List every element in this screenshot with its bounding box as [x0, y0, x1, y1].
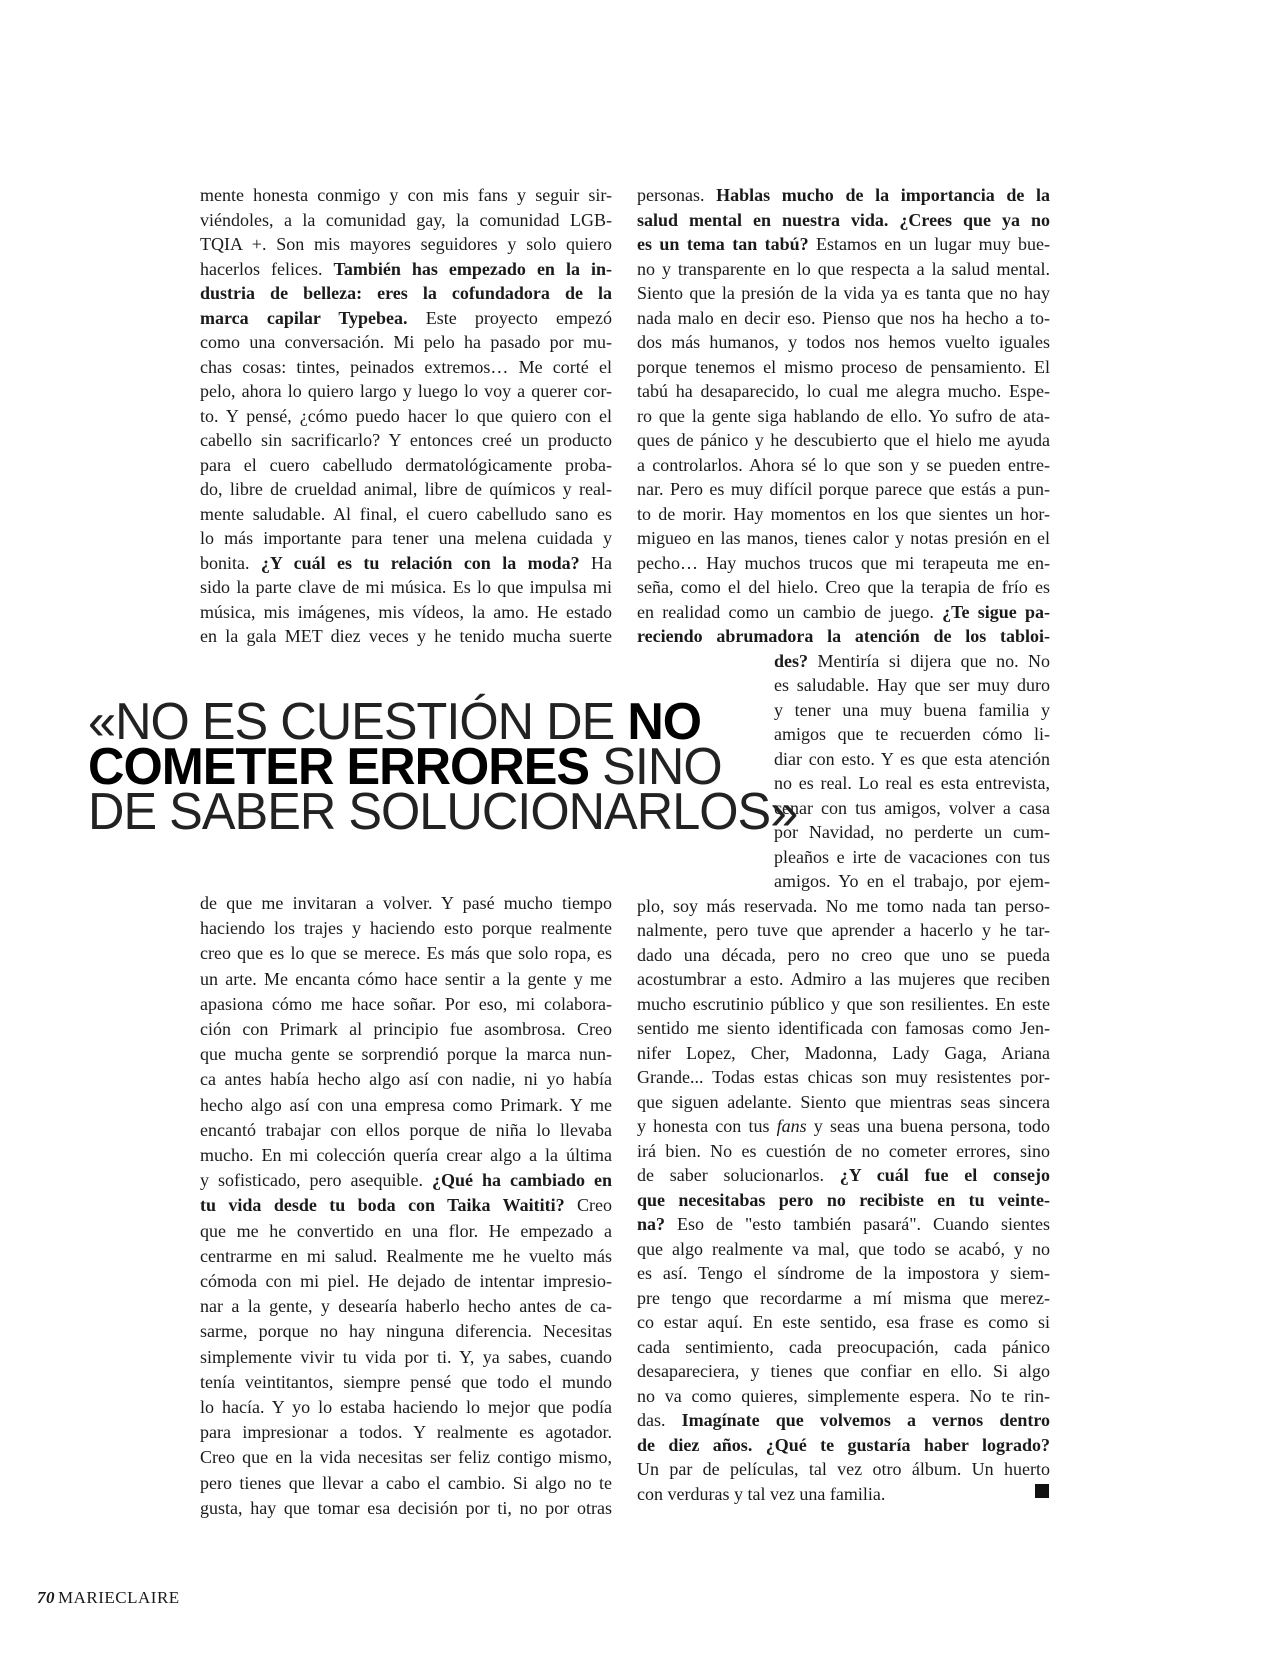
interview-question: de diez años. ¿Qué te gustaría haber logrado?	[637, 1434, 1050, 1455]
text-line	[200, 916, 612, 940]
text-line	[637, 600, 1050, 624]
text-segment: Estamos en un lugar muy bue-	[808, 234, 1050, 254]
interview-question: reciendo abrumadora la atención de los tabloi-	[637, 626, 1050, 646]
text-segment: amigos que te recuerden cómo li-	[774, 724, 1050, 744]
text-segment: y tener una muy buena familia y	[774, 699, 1050, 720]
text-line	[637, 1188, 1050, 1212]
text-segment: no y transparente en lo que respecta a la salud mental.	[637, 258, 1050, 279]
interview-question: salud mental en nuestra vida. ¿Crees que ya no	[637, 209, 1050, 230]
text-segment: pre tengo que recordarme a mí misma que merez-	[637, 1287, 1050, 1308]
text-line	[637, 1090, 1050, 1114]
text-line	[637, 355, 1050, 379]
text-line	[637, 330, 1050, 354]
text-line	[637, 1286, 1050, 1310]
text-segment: acostumbrar a esto. Admiro a las mujeres que reciben	[637, 969, 1050, 989]
text-segment: apasiona cómo me hace soñar. Por eso, mi colabora-	[200, 993, 612, 1014]
text-segment: ción con Primark al principio fue asombrosa. Creo	[200, 1019, 612, 1039]
text-line	[637, 1212, 1050, 1236]
text-line	[637, 1114, 1050, 1138]
text-line	[200, 624, 612, 648]
interview-question: ¿Qué ha cambiado en	[431, 1170, 612, 1191]
text-segment: nada malo en decir eso. Pienso que nos ha hecho a to-	[637, 307, 1050, 328]
text-segment: no va como quieres, simplemente espera. No te rin-	[637, 1385, 1050, 1406]
text-segment: por Navidad, no perderte un cum-	[774, 822, 1050, 842]
text-line	[200, 600, 612, 624]
text-line	[637, 1408, 1050, 1432]
text-line	[200, 967, 612, 991]
text-line	[637, 894, 1050, 918]
text-line	[774, 649, 1050, 673]
text-line	[637, 1433, 1050, 1457]
text-line	[637, 624, 1050, 648]
page-number: 70	[37, 1588, 55, 1607]
text-line	[637, 967, 1050, 991]
text-line	[200, 1118, 612, 1142]
pull-quote-emphasis: COMETER ERRORES	[88, 738, 590, 796]
text-segment: mucho. En mi colección quería crear algo a la última	[200, 1145, 612, 1165]
text-segment: en la gala MET diez veces y he tenido mucha suerte	[200, 626, 612, 646]
text-segment: Este proyecto empezó	[407, 307, 612, 328]
text-line	[637, 575, 1050, 599]
text-line	[637, 477, 1050, 501]
text-segment: nalmente, pero tuve que aprender a hacerlo y he tar-	[637, 920, 1050, 940]
text-segment: es así. Tengo el síndrome de la impostora y siem-	[637, 1263, 1050, 1283]
text-segment: a controlarlos. Ahora sé lo que son y se pueden entre-	[637, 454, 1050, 475]
text-segment: hacerlos felices.	[200, 258, 334, 279]
text-segment: que me he convertido en una flor. He empezado a	[200, 1220, 612, 1241]
text-line	[637, 1359, 1050, 1383]
interview-question: ¿Te sigue pa-	[942, 601, 1051, 622]
text-line	[200, 404, 612, 428]
text-line	[200, 992, 612, 1016]
text-segment: plo, soy más reservada. No me tomo nada tan perso-	[637, 895, 1050, 916]
interview-question: ¿Y cuál fue el consejo	[839, 1165, 1050, 1185]
text-line	[200, 1017, 612, 1041]
text-segment: cómoda con mi piel. He dejado de intentar impresio-	[200, 1271, 612, 1291]
text-line	[200, 1420, 612, 1444]
text-line	[637, 1163, 1050, 1187]
text-segment: lo hacía. Y yo lo estaba haciendo lo mejor que podía	[200, 1397, 612, 1417]
text-segment: pecho… Hay muchos trucos que mi terapeuta me en-	[637, 552, 1050, 573]
text-segment: desapareciera, y tienes que confiar en ello. Si algo	[637, 1361, 1050, 1381]
text-line	[200, 257, 612, 281]
text-segment: Un par de películas, tal vez otro álbum. Un huerto	[637, 1459, 1050, 1479]
text-segment: Creo que en la vida necesitas ser feliz contigo mismo,	[200, 1447, 612, 1468]
text-segment: y honesta con tus	[637, 1116, 777, 1136]
text-line	[200, 1269, 612, 1293]
interview-question: También has empezado en la in-	[333, 258, 612, 279]
text-line	[200, 1219, 612, 1243]
text-line	[200, 1042, 612, 1066]
text-segment: cabello sin sacrificarlo? Y entonces creé un producto	[200, 430, 612, 450]
text-segment: cenar con tus amigos, volver a casa	[774, 797, 1050, 818]
text-segment: tabú ha desaparecido, lo cual me alegra mucho. Espe-	[637, 381, 1050, 401]
text-segment: TQIA +. Son mis mayores seguidores y solo quiero	[200, 234, 612, 254]
text-segment: ca antes había hecho algo así con nadie, ni yo había	[200, 1069, 612, 1090]
text-line	[200, 1143, 612, 1167]
text-line	[200, 1294, 612, 1318]
text-segment: haciendo los trajes y haciendo esto porque realmente	[200, 918, 612, 939]
text-segment: ro que la gente siga hablando de ello. Yo sufro de ata-	[637, 405, 1050, 426]
text-line	[200, 502, 612, 526]
text-line	[637, 1310, 1050, 1334]
text-segment: chas cosas: tintes, peinados extremos… Me corté el	[200, 356, 612, 377]
text-segment: encantó trabajar con ellos porque de niña lo llevaba	[200, 1119, 612, 1140]
text-line	[200, 232, 612, 256]
text-line	[637, 428, 1050, 452]
text-line	[637, 1384, 1050, 1408]
text-segment: to. Y pensé, ¿cómo puedo hacer lo que quiero con el	[200, 405, 612, 426]
text-segment: en realidad como un cambio de juego.	[637, 601, 943, 622]
text-segment: nar. Pero es muy difícil porque parece que estás a pun-	[637, 479, 1050, 499]
pull-quote-text: DE SABER SOLUCIONARLOS»	[88, 783, 798, 841]
text-segment: do, libre de crueldad animal, libre de químicos y real-	[200, 479, 612, 499]
text-line	[774, 722, 1050, 746]
interview-question: Imagínate que volvemos a vernos dentro	[681, 1410, 1050, 1430]
text-segment: sarme, porque no hay ninguna diferencia. Necesitas	[200, 1321, 612, 1342]
text-segment: viéndoles, a la comunidad gay, la comunidad LGB-	[200, 209, 612, 230]
pull-quote-emphasis: NO	[627, 693, 702, 751]
text-segment: para el cuero cabelludo dermatológicamente proba-	[200, 454, 612, 475]
text-segment: no es real. Lo real es esta entrevista,	[774, 773, 1050, 793]
text-line	[200, 208, 612, 232]
text-line	[637, 306, 1050, 330]
text-line	[774, 747, 1050, 771]
text-segment: irá bien. No es cuestión de no cometer errores, sino	[637, 1140, 1050, 1161]
text-line	[637, 918, 1050, 942]
text-line	[200, 1370, 612, 1394]
text-line	[200, 453, 612, 477]
text-segment: de que me invitaran a volver. Y pasé mucho tiempo	[200, 893, 612, 913]
text-segment: mucho escrutinio público y que son resilientes. En este	[637, 993, 1050, 1014]
text-segment: co estar aquí. En este sentido, esa frase es como si	[637, 1312, 1050, 1332]
text-line	[637, 1335, 1050, 1359]
text-line	[637, 1139, 1050, 1163]
text-segment: ques de pánico y he descubierto que el hielo me ayuda	[637, 430, 1050, 450]
text-line	[200, 477, 612, 501]
magazine-name: MARIECLAIRE	[58, 1588, 180, 1607]
text-line	[637, 1457, 1050, 1481]
text-line	[200, 1193, 612, 1217]
text-line	[200, 1093, 612, 1117]
interview-question: marca capilar Typebea.	[200, 307, 408, 328]
text-segment: sido la parte clave de mi música. Es lo que impulsa mi	[200, 577, 612, 597]
text-line	[200, 1496, 612, 1520]
text-segment: diar con esto. Y es que esta atención	[774, 748, 1050, 769]
text-segment: Mentiría si dijera que no. No	[808, 650, 1050, 671]
interview-question: na?	[637, 1214, 666, 1234]
text-segment: dos más humanos, y todos nos hemos vuelto iguales	[637, 332, 1050, 352]
text-line	[637, 551, 1050, 575]
text-segment: es saludable. Hay que ser muy duro	[774, 675, 1050, 695]
text-line	[637, 404, 1050, 428]
text-segment: música, mis imágenes, mis vídeos, la amo. He estado	[200, 601, 612, 622]
text-segment: y seas una buena persona, todo	[806, 1116, 1050, 1136]
interview-question: des?	[774, 650, 809, 671]
text-line	[637, 502, 1050, 526]
text-line	[774, 845, 1050, 869]
text-line	[637, 992, 1050, 1016]
text-segment: Siento que la presión de la vida ya es tanta que no hay	[637, 283, 1050, 303]
text-segment: que siguen adelante. Siento que mientras seas sincera	[637, 1091, 1050, 1112]
text-segment: lo más importante para tener una melena cuidada y	[200, 528, 612, 548]
text-line	[200, 1067, 612, 1091]
interview-question: es un tema tan tabú?	[637, 234, 809, 254]
text-line	[774, 820, 1050, 844]
end-of-article-square-icon	[1035, 1484, 1049, 1498]
text-segment: nar a la gente, y desearía haberlo hecho antes de ca-	[200, 1296, 612, 1317]
text-segment: cada sentimiento, cada preocupación, cada pánico	[637, 1336, 1050, 1357]
text-segment: amigos. Yo en el trabajo, por ejem-	[774, 871, 1050, 891]
interview-question: ¿Y cuál es tu relación con la moda?	[260, 552, 580, 573]
text-segment: simplemente vivir tu vida por ti. Y, ya sabes, cuando	[200, 1346, 612, 1367]
text-segment: y sofisticado, pero asequible.	[200, 1170, 432, 1191]
text-line	[200, 379, 612, 403]
text-line	[200, 1395, 612, 1419]
text-line	[200, 330, 612, 354]
text-line	[200, 183, 612, 207]
text-line	[637, 183, 1050, 207]
text-line	[637, 257, 1050, 281]
pull-quote-line-3	[88, 783, 798, 841]
text-line	[774, 771, 1050, 795]
page-footer	[37, 1588, 180, 1608]
text-line	[637, 1261, 1050, 1285]
text-line	[200, 306, 612, 330]
text-segment: mente honesta conmigo y con mis fans y seguir sir-	[200, 185, 612, 205]
text-segment: personas.	[637, 185, 717, 205]
text-line	[774, 673, 1050, 697]
text-segment: seña, como el del hielo. Creo que la terapia de frío es	[637, 577, 1050, 597]
text-line	[200, 1319, 612, 1343]
text-line	[200, 281, 612, 305]
text-line	[200, 1445, 612, 1469]
text-segment: gusta, hay que tomar esa decisión por ti, no por otras	[200, 1497, 612, 1518]
text-segment: to de morir. Hay momentos en los que sientes un hor-	[637, 503, 1050, 524]
text-line	[200, 891, 612, 915]
text-segment: que algo realmente va mal, que todo se acabó, y no	[637, 1238, 1050, 1259]
text-line	[637, 1237, 1050, 1261]
text-line	[774, 796, 1050, 820]
text-line	[637, 1065, 1050, 1089]
text-segment: un arte. Me encanta cómo hace sentir a la gente y me	[200, 968, 612, 989]
text-segment: Eso de "esto también pasará". Cuando sientes	[665, 1214, 1050, 1234]
text-line	[637, 526, 1050, 550]
text-line	[637, 208, 1050, 232]
interview-question: dustria de belleza: eres la cofundadora de la	[200, 283, 612, 303]
text-segment: porque tenemos el mismo proceso de pensamiento. El	[637, 356, 1050, 377]
text-segment: con verduras y tal vez una familia.	[637, 1483, 886, 1504]
text-segment: Creo	[564, 1195, 612, 1216]
text-line	[200, 941, 612, 965]
text-line	[200, 428, 612, 452]
text-segment: dado una década, pero no creo que uno se pueda	[637, 944, 1050, 965]
text-line	[637, 281, 1050, 305]
text-segment: migueo en las manos, tienes calor y notas presión en el	[637, 528, 1050, 548]
text-segment: hecho algo así con una empresa como Primark. Y me	[200, 1094, 612, 1115]
text-segment: que mucha gente se sorprendió porque la marca nun-	[200, 1044, 612, 1065]
text-segment: tenía veintitantos, siempre pensé que todo el mundo	[200, 1371, 612, 1392]
text-line	[637, 1041, 1050, 1065]
text-line	[200, 1244, 612, 1268]
text-line	[200, 575, 612, 599]
interview-question: tu vida desde tu boda con Taika Waititi?	[200, 1195, 565, 1216]
text-segment: centrarme en mi salud. Realmente me he vuelto más	[200, 1245, 612, 1266]
text-line	[637, 453, 1050, 477]
text-line	[200, 355, 612, 379]
text-line	[200, 1471, 612, 1495]
text-segment: Ha	[579, 552, 612, 573]
text-segment: pelo, ahora lo quiero largo y luego lo voy a querer cor-	[200, 381, 612, 401]
text-segment: das.	[637, 1410, 682, 1430]
text-line	[774, 869, 1050, 893]
text-segment: pero tienes que llevar a cabo el cambio. Si algo no te	[200, 1472, 612, 1493]
text-segment: pleaños e irte de vacaciones con tus	[774, 846, 1050, 867]
text-segment: Grande... Todas estas chicas son muy resistentes por-	[637, 1067, 1050, 1087]
text-segment: creo que es lo que se merece. Es más que solo ropa, es	[200, 943, 612, 964]
pull-quote-text: «NO ES CUESTIÓN DE	[88, 693, 628, 751]
text-line	[637, 232, 1050, 256]
text-segment: sentido me siento identificada con famosas como Jen-	[637, 1018, 1050, 1038]
text-line	[200, 526, 612, 550]
text-segment: bonita.	[200, 552, 261, 573]
text-line	[200, 1345, 612, 1369]
text-segment: nifer Lopez, Cher, Madonna, Lady Gaga, Ariana	[637, 1042, 1050, 1063]
text-segment: como una conversación. Mi pelo ha pasado por mu-	[200, 332, 612, 352]
interview-question: que necesitabas pero no recibiste en tu veinte-	[637, 1189, 1050, 1210]
text-segment: para impresionar a todos. Y realmente es agotador.	[200, 1422, 612, 1443]
text-line	[200, 1168, 612, 1192]
pull-quote-text: SINO	[589, 738, 722, 796]
text-line	[637, 943, 1050, 967]
text-line	[637, 1482, 1050, 1506]
text-segment: fans	[776, 1116, 807, 1136]
text-line	[200, 551, 612, 575]
text-line	[774, 698, 1050, 722]
text-segment: de saber solucionarlos.	[637, 1165, 840, 1185]
text-segment: mente saludable. Al final, el cuero cabelludo sano es	[200, 503, 612, 524]
text-line	[637, 1016, 1050, 1040]
text-line	[637, 379, 1050, 403]
interview-question: Hablas mucho de la importancia de la	[716, 185, 1051, 205]
pull-quote	[88, 693, 798, 841]
